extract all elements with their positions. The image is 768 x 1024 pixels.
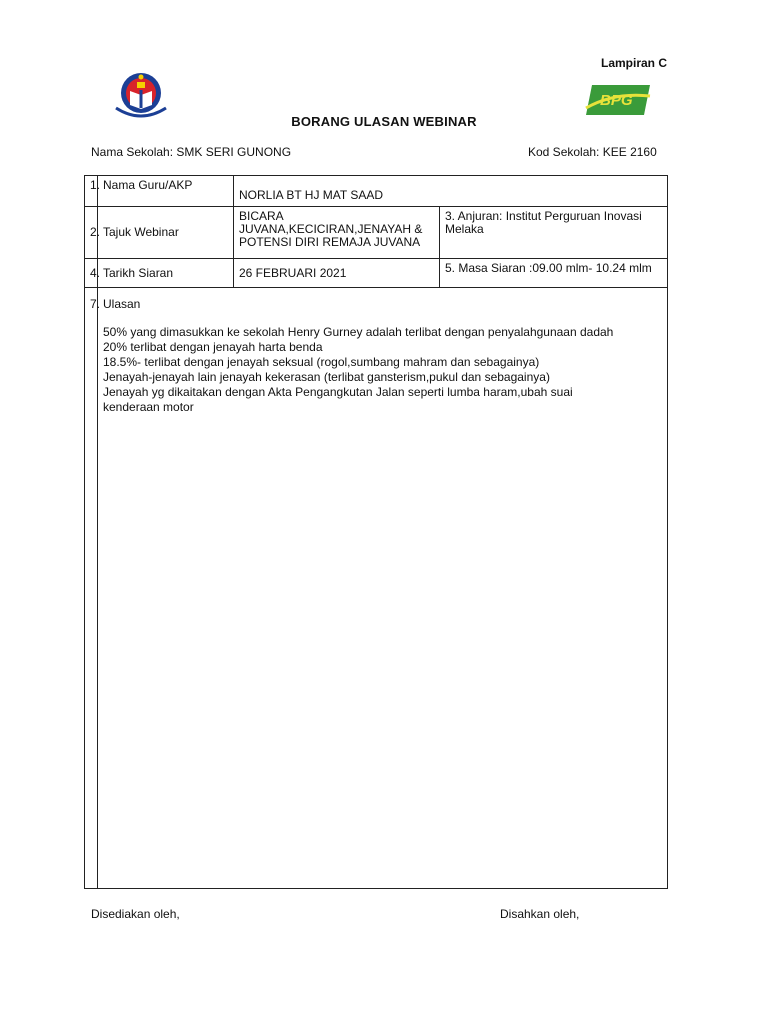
teacher-name-cell [234,176,668,207]
review-line: 50% yang dimasukkan ke sekolah Henry Gurney adalah terlibat dengan penyalahgunaan dadah [103,325,614,339]
webinar-title-line: POTENSI DIRI REMAJA JUVANA [239,235,421,249]
form-row-tajuk [85,207,668,259]
school-name: Nama Sekolah: SMK SERI GUNONG [91,145,292,159]
webinar-title [234,207,440,259]
row-label: Nama Guru/AKP [98,176,234,207]
review-label: Ulasan [103,297,141,311]
organizer: 3. Anjuran: Institut Perguruan Inovasi Melaka [440,207,668,259]
broadcast-date: 26 FEBRUARI 2021 [234,259,440,288]
row-number: 4. [85,259,98,288]
webinar-title-line: JUVANA,KECICIRAN,JENAYAH & [239,222,423,236]
bpg-logo-text: BPG [600,92,633,109]
prepared-by: Disediakan oleh, [91,907,180,921]
form-row-tarikh [85,259,668,288]
webinar-title-line: BICARA [239,209,284,223]
bpg-logo [584,82,652,118]
form-row-guru [85,176,668,207]
review-line: Jenayah-jenayah lain jenayah kekerasan (terlibat gansterism,pukul dan sebagainya) [103,370,550,384]
row-number: 1. [85,176,98,207]
row-label: Tajuk Webinar [98,207,234,259]
page-title: BORANG ULASAN WEBINAR [291,114,477,129]
approved-by: Disahkan oleh, [500,907,580,921]
row-label: Tarikh Siaran [98,259,234,288]
review-text [103,325,662,415]
review-line: 20% terlibat dengan jenayah harta benda [103,340,323,354]
review-line: Jenayah yg dikaitakan dengan Akta Pengangkutan Jalan seperti lumba haram,ubah suai [103,385,573,399]
lampiran-label: Lampiran C [601,56,668,70]
review-cell [98,288,668,889]
school-code: Kod Sekolah: KEE 2160 [528,145,657,159]
review-line: kenderaan motor [103,400,194,414]
form-row-ulasan [85,288,668,889]
broadcast-time: 5. Masa Siaran :09.00 mlm- 10.24 mlm [440,259,668,288]
row-number: 2. [85,207,98,259]
row-number: 7. [85,288,98,889]
teacher-name: NORLIA BT HJ MAT SAAD [239,188,384,202]
review-form-table [84,175,668,889]
review-line: 18.5%- terlibat dengan jenayah seksual (rogol,sumbang mahram dan sebagainya) [103,355,540,369]
